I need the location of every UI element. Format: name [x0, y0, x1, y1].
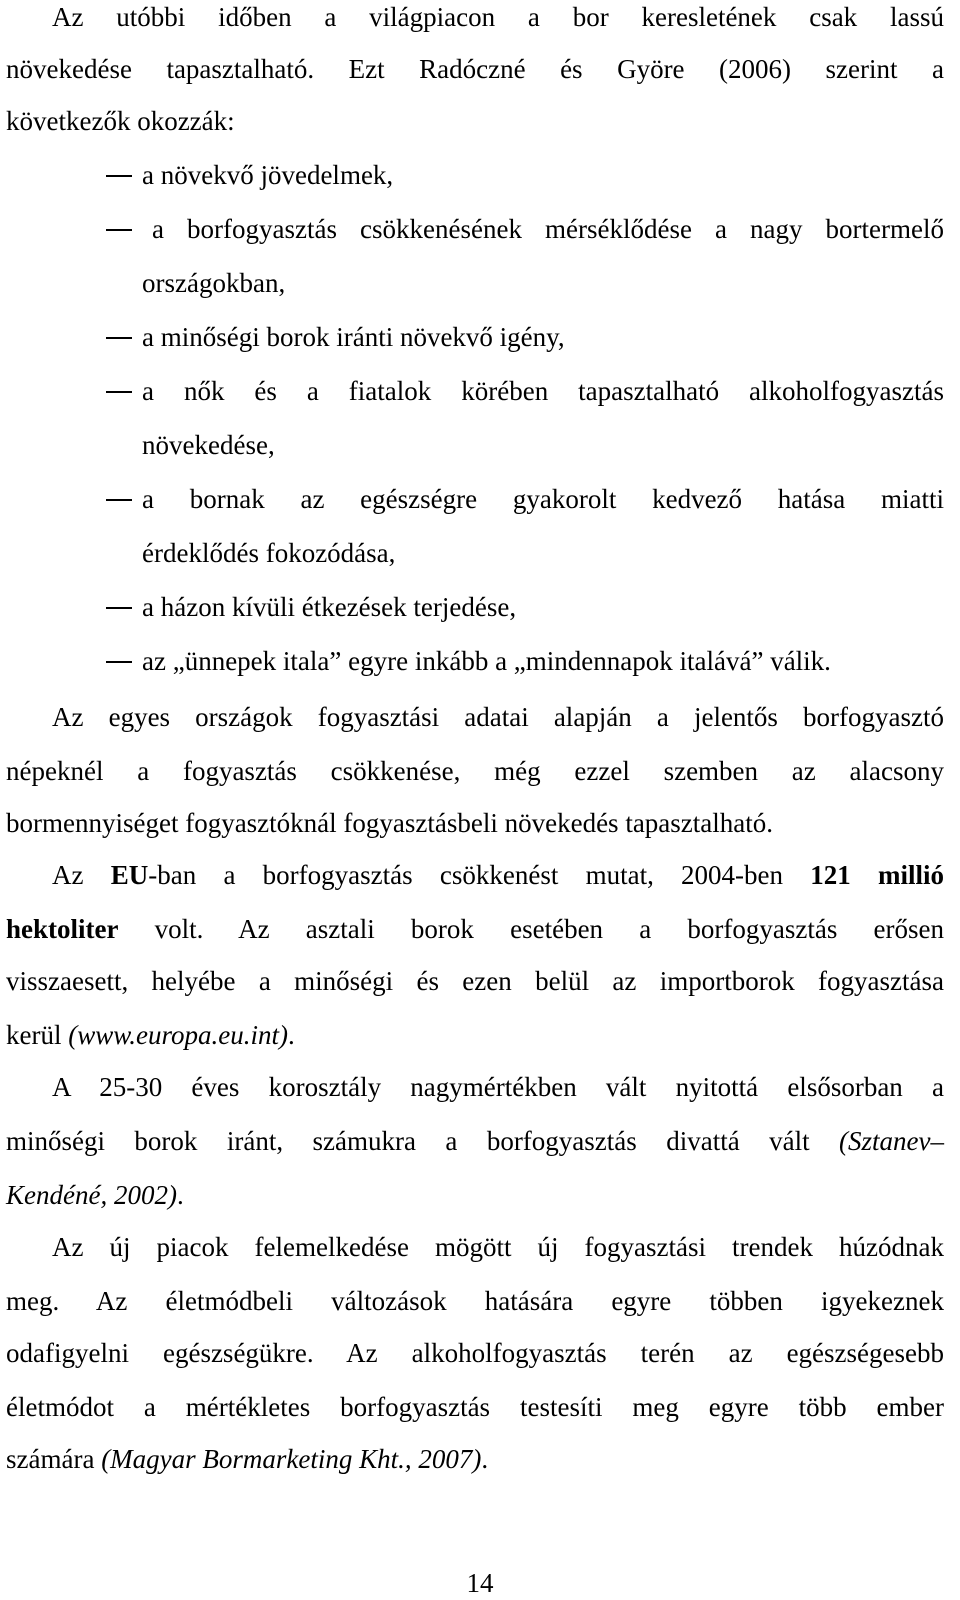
paragraph-5-line-1: Az új piacok felemelkedése mögött új fogyasztási trendek húzódnak — [52, 1232, 944, 1262]
text-run: minőségi borok iránt, számukra a borfogyasztás divattá vált — [6, 1126, 840, 1156]
list-item-continuation: érdeklődés fokozódása, — [142, 538, 396, 568]
list-item-continuation: országokban, — [142, 268, 286, 298]
paragraph-1-line-3: következők okozzák: — [6, 106, 235, 136]
dash-bullet-icon — [106, 175, 132, 177]
paragraph-5-line-5 — [6, 1442, 488, 1476]
text-run: kerül — [6, 1020, 69, 1050]
text-run: számára — [6, 1444, 102, 1474]
text-run: . — [176, 1180, 184, 1210]
list-item-text: a minőségi borok iránti növekvő igény, — [142, 322, 565, 352]
paragraph-4-line-2 — [6, 1124, 944, 1158]
citation: (www.europa.eu.int) — [68, 1020, 288, 1050]
consumption-figure: 121 millió — [810, 860, 945, 890]
dash-bullet-icon — [106, 661, 132, 663]
text-run: . — [481, 1444, 489, 1474]
list-item-continuation: növekedése, — [142, 430, 275, 460]
citation: (Magyar Bormarketing Kht., 2007) — [101, 1444, 482, 1474]
paragraph-5-line-3: odafigyelni egészségükre. Az alkoholfogyasztás terén az egészségesebb — [6, 1338, 944, 1368]
paragraph-4-line-3 — [6, 1178, 184, 1212]
paragraph-3-line-4 — [6, 1018, 295, 1052]
dash-bullet-icon — [106, 337, 132, 339]
dash-bullet-icon — [106, 607, 132, 609]
list-item-text: a házon kívüli étkezések terjedése, — [142, 592, 517, 622]
text-run: Az — [52, 860, 111, 890]
paragraph-2-line-1: Az egyes országok fogyasztási adatai alapján a jelentős borfogyasztó — [52, 702, 944, 732]
list-item-text: a bornak az egészségre gyakorolt kedvező hatása miatti — [142, 484, 944, 514]
list-item-text: a növekvő jövedelmek, — [142, 160, 394, 190]
list-item-text: a borfogyasztás csökkenésének mérséklődése a nagy bortermelő — [152, 214, 944, 244]
eu-abbreviation: EU — [110, 860, 149, 890]
dash-bullet-icon — [106, 391, 132, 393]
page-number: 14 — [466, 1568, 494, 1598]
paragraph-5-line-2: meg. Az életmódbeli változások hatására egyre többen igyekeznek — [6, 1286, 944, 1316]
list-item-text: az „ünnepek itala” egyre inkább a „mindennapok italává” válik. — [142, 646, 831, 676]
paragraph-1-line-2: növekedése tapasztalható. Ezt Radóczné és Györe (2006) szerint a — [6, 54, 944, 84]
list-item-text: a nők és a fiatalok körében tapasztalható alkoholfogyasztás — [142, 376, 944, 406]
citation: (Sztanev– — [839, 1126, 944, 1156]
text-run: volt. Az asztali borok esetében a borfogyasztás erősen — [118, 914, 944, 944]
paragraph-3-line-1 — [6, 858, 944, 892]
dash-bullet-icon — [106, 229, 132, 231]
paragraph-5-line-4: életmódot a mértékletes borfogyasztás testesíti meg egyre több ember — [6, 1392, 944, 1422]
paragraph-2-line-2: népeknél a fogyasztás csökkenése, még ezzel szemben az alacsony — [6, 756, 944, 786]
paragraph-1-line-1: Az utóbbi időben a világpiacon a bor keresletének csak lassú — [52, 2, 944, 32]
paragraph-3-line-3: visszaesett, helyébe a minőségi és ezen belül az importborok fogyasztása — [6, 966, 944, 996]
text-run: -ban a borfogyasztás csökkenést mutat, 2004-ben — [148, 860, 811, 890]
dash-bullet-icon — [106, 499, 132, 501]
text-run: . — [287, 1020, 295, 1050]
paragraph-4-line-1: A 25-30 éves korosztály nagymértékben vált nyitottá elsősorban a — [52, 1072, 944, 1102]
paragraph-2-line-3: bormennyiséget fogyasztóknál fogyasztásbeli növekedés tapasztalható. — [6, 808, 773, 838]
citation: Kendéné, 2002) — [6, 1180, 177, 1210]
paragraph-3-line-2 — [6, 912, 944, 946]
unit-hektoliter: hektoliter — [6, 914, 119, 944]
